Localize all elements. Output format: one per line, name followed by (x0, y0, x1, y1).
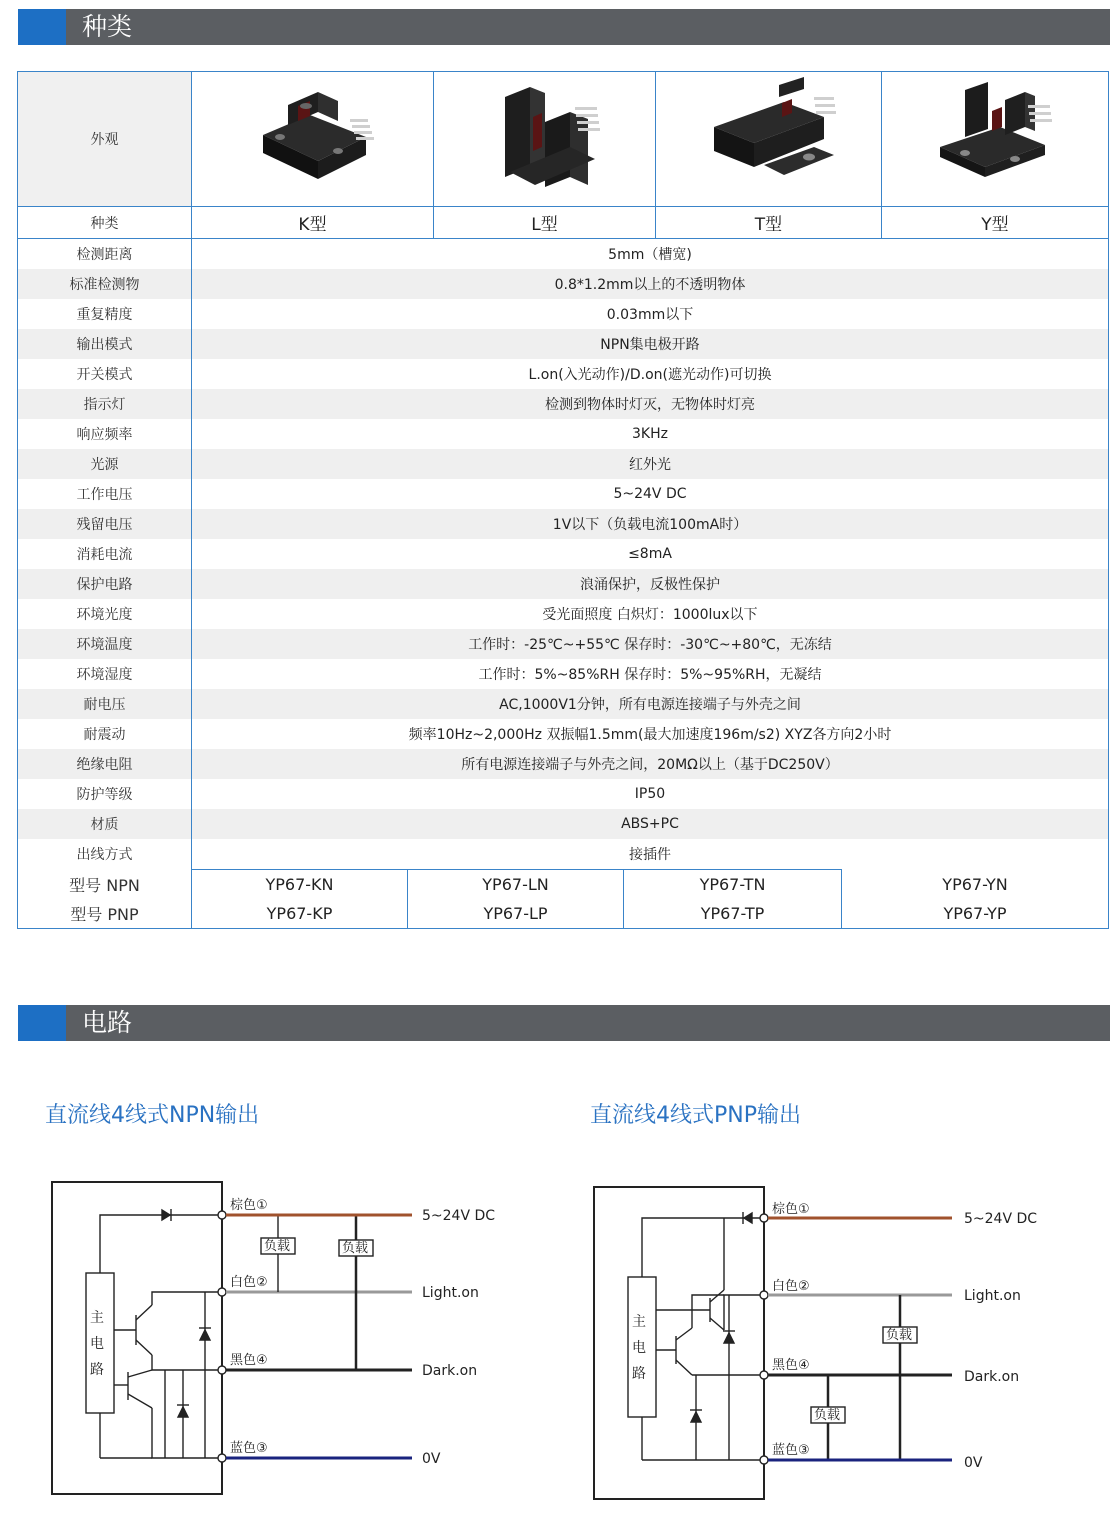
spec-label: 消耗电流 (18, 539, 192, 569)
spec-label: 环境温度 (18, 629, 192, 659)
spec-row (18, 239, 1109, 270)
pnp-wire-black: 黑色④ (772, 1358, 810, 1373)
spec-row (18, 479, 1109, 509)
spec-row (18, 839, 1109, 870)
spec-row (18, 779, 1109, 809)
spec-label: 环境湿度 (18, 659, 192, 689)
model-npn-label: 型号 NPN (18, 870, 192, 900)
spec-row (18, 269, 1109, 299)
section-title: 电路 (82, 1008, 133, 1037)
spec-row (18, 389, 1109, 419)
spec-row (18, 569, 1109, 599)
model-npn-l: YP67-LN (408, 870, 624, 900)
spec-value: 所有电源连接端子与外壳之间，20MΩ以上（基于DC250V） (192, 749, 1109, 779)
pnp-output-vdc: 5~24V DC (964, 1211, 1038, 1227)
spec-value: 5mm（槽宽) (608, 247, 692, 263)
spec-value: ABS+PC (192, 809, 1109, 839)
spec-label: 出线方式 (18, 839, 192, 870)
npn-wire-brown: 棕色① (230, 1198, 268, 1213)
section-header-types (18, 9, 1110, 45)
npn-output-dark: Dark.on (422, 1363, 478, 1379)
pnp-output-light: Light.on (964, 1288, 1021, 1304)
spec-value: AC,1000V1分钟，所有电源连接端子与外壳之间 (192, 689, 1109, 719)
model-pnp-y: YP67-YP (943, 904, 1007, 923)
spec-value: 频率10Hz~2,000Hz 双振幅1.5mm(最大加速度196m/s2) XYZ各方向2小时 (408, 727, 892, 743)
spec-value: 5~24V DC (613, 486, 687, 502)
spec-label: 耐震动 (18, 719, 192, 749)
npn-main-char-3: 路 (90, 1362, 104, 1378)
section-accent (18, 9, 66, 45)
spec-value: 红外光 (192, 449, 1109, 479)
section-title: 种类 (82, 12, 133, 41)
spec-value: 0.8*1.2mm以上的不透明物体 (192, 269, 1109, 299)
spec-value: ≤8mA (628, 546, 672, 562)
spec-label: 耐电压 (18, 689, 192, 719)
pnp-main-char-3: 路 (632, 1366, 646, 1382)
spec-label: 标准检测物 (18, 269, 192, 299)
npn-output-light: Light.on (422, 1285, 479, 1301)
section-accent (18, 1005, 66, 1041)
spec-row (18, 629, 1109, 659)
spec-label: 指示灯 (18, 389, 192, 419)
spec-value: L.on(入光动作)/D.on(遮光动作)可切换 (528, 367, 772, 383)
type-t: T型 (656, 207, 882, 239)
spec-row (18, 809, 1109, 839)
spec-row (18, 659, 1109, 689)
npn-housing (52, 1182, 222, 1494)
spec-row (18, 449, 1109, 479)
npn-load-1: 负载 (264, 1239, 291, 1254)
sensor-k-icon (238, 77, 388, 201)
model-npn-y: YP67-YN (942, 874, 1008, 894)
spec-value: NPN集电极开路 (192, 329, 1109, 359)
spec-value: 1V以下（负载电流100mA时） (192, 509, 1109, 539)
model-npn-k: YP67-KN (192, 870, 408, 900)
product-image-l (434, 72, 656, 207)
spec-label: 检测距离 (18, 239, 192, 270)
pnp-main-char-1: 主 (632, 1314, 646, 1330)
spec-rows (18, 239, 1109, 870)
pnp-wire-blue: 蓝色③ (772, 1443, 810, 1458)
spec-row (18, 329, 1109, 359)
type-k: K型 (192, 207, 434, 239)
npn-main-char-1: 主 (90, 1310, 104, 1326)
spec-label: 环境光度 (18, 599, 192, 629)
spec-row (18, 509, 1109, 539)
npn-wire-white: 白色② (230, 1275, 268, 1290)
pnp-output-dark: Dark.on (964, 1369, 1020, 1385)
npn-main-char-2: 电 (90, 1336, 104, 1352)
spec-table (17, 71, 1109, 929)
spec-value: 0.03mm以下 (606, 307, 694, 323)
spec-row (18, 749, 1109, 779)
type-l: L型 (434, 207, 656, 239)
spec-value: 接插件 (629, 847, 671, 863)
npn-wire-black: 黑色④ (230, 1353, 268, 1368)
npn-output-vdc: 5~24V DC (422, 1208, 496, 1224)
sensor-y-icon (920, 77, 1070, 201)
spec-label: 绝缘电阻 (18, 749, 192, 779)
pnp-circuit-title: 直流线4线式PNP输出 (590, 1103, 801, 1128)
type-y: Y型 (882, 207, 1109, 239)
type-label: 种类 (18, 207, 192, 239)
spec-label: 输出模式 (18, 329, 192, 359)
model-pnp-l: YP67-LP (408, 899, 624, 929)
spec-value: 检测到物体时灯灭，无物体时灯亮 (192, 389, 1109, 419)
spec-row (18, 419, 1109, 449)
npn-load-2: 负载 (342, 1241, 369, 1256)
spec-value: 3KHz (632, 426, 668, 442)
spec-value: 浪涌保护，反极性保护 (192, 569, 1109, 599)
spec-value: IP50 (634, 786, 666, 802)
spec-row (18, 599, 1109, 629)
spec-value: 工作时：-25℃~+55℃ 保存时：-30℃~+80℃，无冻结 (192, 629, 1109, 659)
spec-row (18, 299, 1109, 329)
spec-label: 工作电压 (18, 479, 192, 509)
model-pnp-label: 型号 PNP (18, 899, 192, 929)
npn-circuit-title: 直流线4线式NPN输出 (45, 1103, 260, 1128)
pnp-main-char-2: 电 (632, 1340, 646, 1356)
npn-circuit-diagram (40, 1170, 560, 1510)
product-image-k (192, 72, 434, 207)
model-pnp-k: YP67-KP (192, 899, 408, 929)
spec-label: 保护电路 (18, 569, 192, 599)
spec-label: 材质 (18, 809, 192, 839)
spec-row (18, 539, 1109, 569)
spec-value: 受光面照度 白炽灯：1000lux以下 (542, 607, 758, 623)
spec-label: 光源 (18, 449, 192, 479)
spec-label: 开关模式 (18, 359, 192, 389)
product-image-y (882, 72, 1109, 207)
product-image-t (656, 72, 882, 207)
section-header-circuit (18, 1005, 1110, 1041)
model-pnp-t: YP67-TP (624, 899, 842, 929)
spec-row (18, 359, 1109, 389)
npn-output-0v: 0V (422, 1451, 441, 1467)
spec-label: 响应频率 (18, 419, 192, 449)
spec-row (18, 719, 1109, 749)
pnp-output-0v: 0V (964, 1455, 983, 1471)
pnp-housing (594, 1187, 764, 1499)
npn-wire-blue: 蓝色③ (230, 1441, 268, 1456)
pnp-load-1: 负载 (886, 1328, 913, 1343)
spec-label: 残留电压 (18, 509, 192, 539)
pnp-load-2: 负载 (814, 1408, 841, 1423)
spec-row (18, 689, 1109, 719)
sensor-t-icon (694, 77, 844, 201)
spec-label: 重复精度 (18, 299, 192, 329)
spec-label: 防护等级 (18, 779, 192, 809)
pnp-circuit-diagram (584, 1170, 1104, 1510)
sensor-l-icon (470, 77, 620, 201)
pnp-wire-brown: 棕色① (772, 1202, 810, 1217)
model-npn-t: YP67-TN (624, 870, 842, 900)
spec-value: 工作时：5%~85%RH 保存时：5%~95%RH，无凝结 (478, 667, 822, 683)
pnp-wire-white: 白色② (772, 1279, 810, 1294)
appearance-label: 外观 (18, 72, 192, 207)
